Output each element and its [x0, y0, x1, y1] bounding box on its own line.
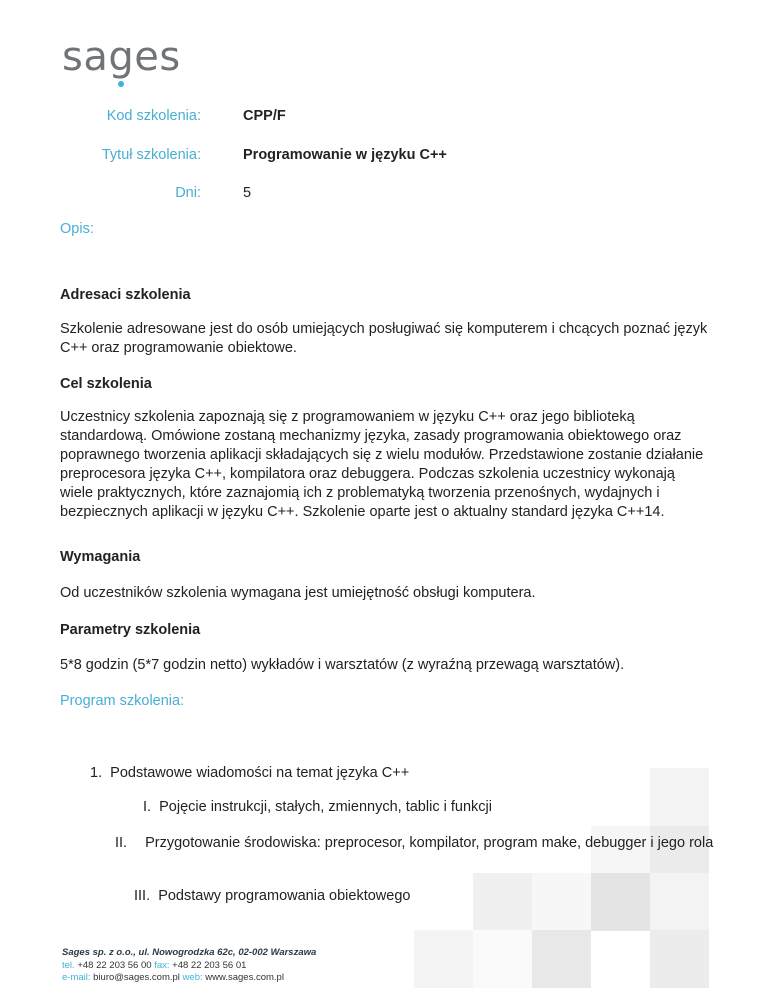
decor-tile	[473, 930, 532, 988]
decor-tile	[473, 873, 532, 931]
parameters-text: 5*8 godzin (5*7 godzin netto) wykładów i warsztatów (z wyraźną przewagą warsztatów).	[60, 657, 625, 673]
audience-heading: Adresaci szkolenia	[60, 287, 191, 303]
requirements-heading: Wymagania	[60, 549, 141, 565]
description-label: Opis:	[60, 221, 94, 237]
audience-text: Szkolenie adresowane jest do osób umiejących posługiwać się komputerem i chcących poznać język C++ oraz programowanie obiektowe.	[60, 321, 708, 356]
decor-tile	[532, 873, 591, 931]
goal-text: Uczestnicy szkolenia zapoznają się z programowaniem w języku C++ oraz jego biblioteką standardową. Omówione zostaną mechanizmy języka, zasady programowania obiektowego oraz poprawnego tworzenia aplikacji składających się z wielu modułów. Przedstawione zostanie działanie preprocesora języka C++, kompilatora oraz debuggera. Podczas szkolenia uczestnicy wykonają wiele praktycznych, które zaznajomią ich z problematyką tworzenia przenośnych, wydajnych i bezpiecznych aplikacji w języku C++. Szkolenie oparte jest o aktualny standard języka C++14.	[60, 409, 704, 520]
email-link[interactable]: biuro@sages.com.pl	[93, 972, 180, 983]
decor-tile	[591, 873, 650, 931]
course-code-label: Kod szkolenia:	[106, 108, 201, 124]
course-code-value: CPP/F	[243, 108, 286, 124]
days-label: Dni:	[175, 185, 201, 201]
footer	[62, 947, 316, 985]
list-item: III. Podstawy programowania obiektowego	[134, 888, 411, 904]
footer-phones: tel. +48 22 203 56 00 fax: +48 22 203 56 01	[62, 959, 247, 971]
parameters-heading: Parametry szkolenia	[60, 622, 201, 638]
course-title-value: Programowanie w języku C++	[243, 147, 447, 163]
days-value: 5	[243, 185, 252, 201]
decor-tile	[650, 873, 709, 931]
goal-heading: Cel szkolenia	[60, 376, 152, 392]
decor-tile	[532, 930, 591, 988]
sages-logo: sag es	[62, 34, 181, 80]
list-item: II. Przygotowanie środowiska: preprocesor, kompilator, program make, debugger i jego rola	[115, 835, 714, 851]
decor-tile	[414, 930, 473, 988]
list-item: 1. Podstawowe wiadomości na temat języka C++	[90, 765, 410, 781]
web-link[interactable]: www.sages.com.pl	[205, 972, 284, 983]
list-item: I. Pojęcie instrukcji, stałych, zmiennych, tablic i funkcji	[143, 799, 492, 815]
footer-company: Sages sp. z o.o., ul. Nowogrodzka 62c, 02-002 Warszawa	[62, 947, 317, 958]
footer-contact: e-mail: biuro@sages.com.pl web: www.sages.com.pl	[62, 972, 284, 983]
course-title-label: Tytuł szkolenia:	[101, 147, 201, 163]
requirements-text: Od uczestników szkolenia wymagana jest umiejętność obsługi komputera.	[60, 585, 536, 601]
decor-tile	[650, 768, 709, 826]
program-label: Program szkolenia:	[60, 693, 185, 709]
decor-tile	[650, 930, 709, 988]
